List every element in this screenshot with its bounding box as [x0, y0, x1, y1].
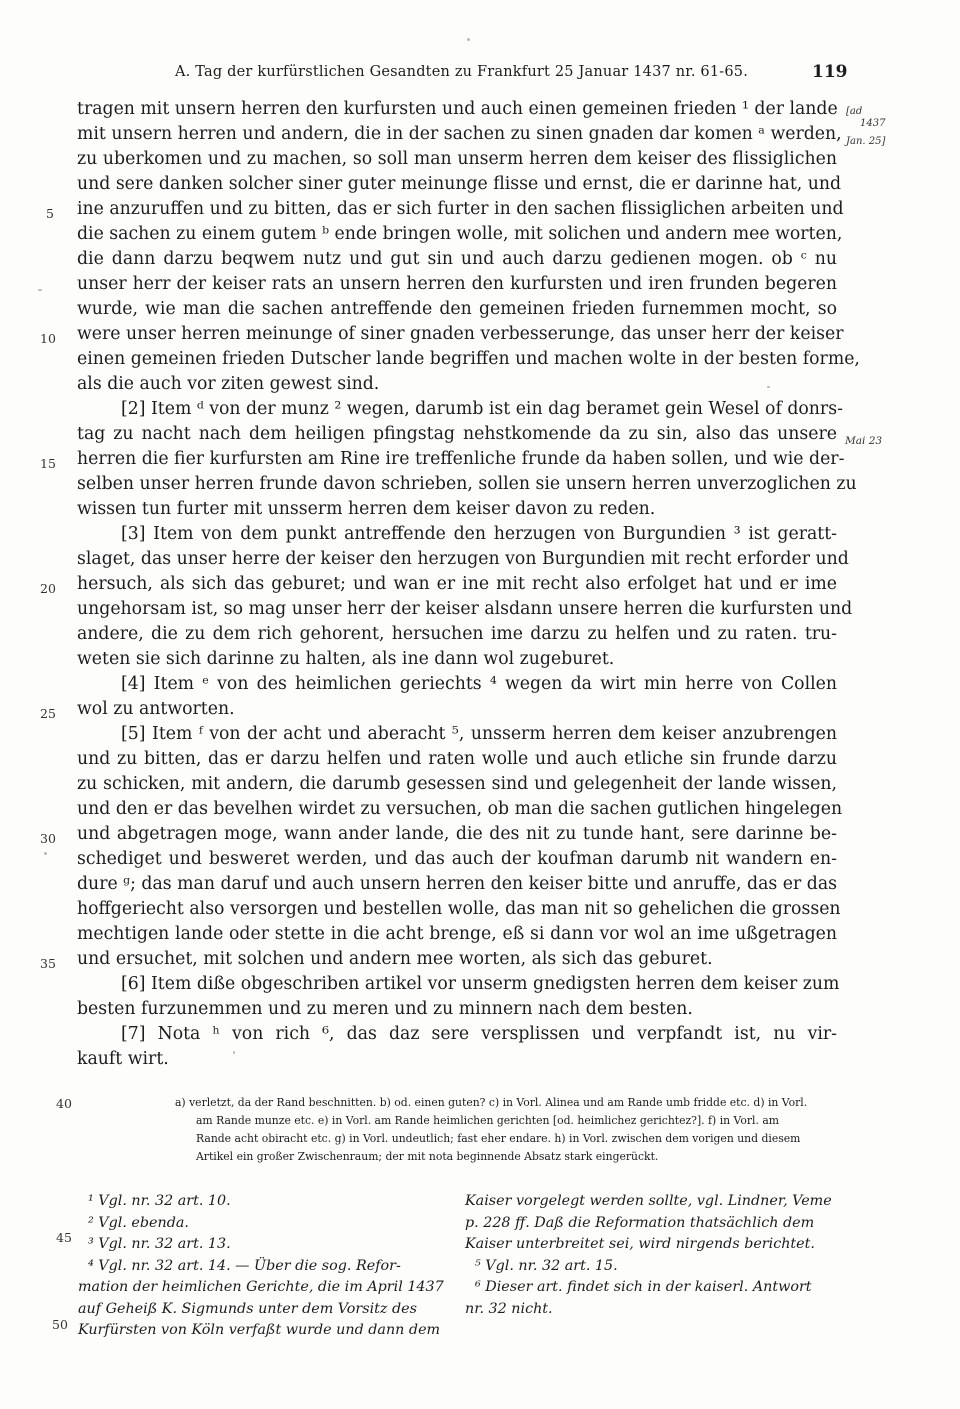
scan-speck: [467, 38, 470, 41]
text-line: hersuch, als sich das geburet; und wan er ine mit recht also erfolget hat und er ime: [77, 574, 837, 594]
text-line: wurde, wie man die sachen antreffende den gemeinen frieden furnemmen mocht, so: [77, 299, 837, 319]
text-line: besten furzunemmen und zu meren und zu minnern nach dem besten.: [77, 999, 693, 1019]
line-number: 20: [40, 581, 56, 596]
footnote-line: ⁴ Vgl. nr. 32 art. 14. — Über die sog. Refor-: [88, 1257, 401, 1274]
text-line: weten sie sich darinne zu halten, als ine dann wol zugeburet.: [77, 649, 615, 669]
scan-speck: [767, 386, 770, 388]
scan-speck: [233, 1051, 235, 1054]
text-line: ine anzuruffen und zu bitten, das er sich furter in den sachen flissiglichen arbeiten und: [77, 199, 844, 219]
text-line: herren die fier kurfursten am Rine ire treffenliche frunde da haben sollen, und wie der-: [77, 449, 845, 469]
text-line: die dann darzu beqwem nutz und gut sin und auch darzu gedienen mogen. ob ᶜ nu: [77, 249, 837, 269]
footnotes-right-column: [465, 1191, 840, 1320]
apparatus-line: am Rande munze etc. e) in Vorl. am Rande heimlichen gerichten [od. heimlichez gerichtez?]. f) in Vorl. am: [196, 1114, 779, 1127]
text-line: [6] Item diße obgeschriben artikel vor unserm gnedigsten herren dem keiser zum: [121, 974, 840, 994]
footnote-line: Kaiser vorgelegt werden sollte, vgl. Lindner, Veme: [465, 1193, 832, 1209]
footnote-line: ² Vgl. ebenda.: [88, 1214, 189, 1231]
text-line: [2] Item ᵈ von der munz ² wegen, darumb ist ein dag beramet gein Wesel of donrs-: [121, 399, 843, 419]
line-number: 30: [40, 831, 56, 846]
margin-date-line: 1437: [860, 118, 886, 129]
footnote-line: auf Geheiß K. Sigmunds unter dem Vorsitz des: [78, 1300, 417, 1317]
footnote-line: nr. 32 nicht.: [465, 1300, 553, 1317]
footnotes-left-column: [78, 1191, 448, 1342]
apparatus-line: Rande acht obiracht etc. g) in Vorl. undeutlich; fast eher endare. h) in Vorl. zwischen dem vorigen und diesem: [196, 1132, 801, 1145]
text-line: und ersuchet, mit solchen und andern mee worten, als sich das geburet.: [77, 949, 713, 969]
footnote-line: Kaiser unterbreitet sei, wird nirgends berichtet.: [465, 1236, 815, 1252]
line-number: 15: [40, 456, 56, 471]
margin-date-note: [846, 106, 885, 148]
text-line: [5] Item ᶠ von der acht und aberacht ⁵, unsserm herren dem keiser anzubrengen: [121, 724, 837, 744]
text-line: und sere danken solcher siner guter meinunge flisse und ernst, die er darinne hat, und: [77, 174, 842, 194]
text-line: ungehorsam ist, so mag unser herr der keiser alsdann unsere herren die kurfursten und: [77, 599, 853, 619]
text-line: wol zu antworten.: [77, 699, 235, 719]
text-line: mechtigen lande oder stette in die acht brenge, eß si dann vor wol an ime ußgetragen: [77, 924, 837, 944]
text-line: andere, die zu dem rich gehorent, hersuchen ime darzu zu helfen und zu raten. tru-: [77, 624, 837, 644]
text-line: kauft wirt.: [77, 1049, 169, 1069]
line-number: 45: [56, 1230, 72, 1245]
footnote-line: mation der heimlichen Gerichte, die im April 1437: [78, 1279, 444, 1295]
line-number: 35: [40, 956, 56, 971]
text-line: zu uberkomen und zu machen, so soll man unserm herren dem keiser des flissiglichen: [77, 149, 837, 169]
apparatus-line: a) verletzt, da der Rand beschnitten. b) od. einen guten? c) in Vorl. Alinea und am Rande umb fridde etc. d) in Vorl.: [175, 1096, 808, 1109]
text-line: dure ᵍ; das man daruf und auch unsern herren den keiser bitte und anruffe, das er das: [77, 874, 837, 894]
footnote-line: ⁵ Vgl. nr. 32 art. 15.: [475, 1257, 618, 1274]
text-line: [7] Nota ʰ von rich ⁶, das daz sere versplissen und verpfandt ist, nu vir-: [121, 1024, 837, 1044]
line-number: 40: [56, 1096, 72, 1111]
footnote-line: p. 228 ff. Daß die Reformation thatsächlich dem: [465, 1214, 815, 1231]
footnote-line: ¹ Vgl. nr. 32 art. 10.: [88, 1193, 231, 1209]
text-line: und abgetragen moge, wann ander lande, die des nit zu tunde hant, sere darinne be-: [77, 824, 837, 844]
line-number: 50: [52, 1317, 68, 1332]
footnote-line: ⁶ Dieser art. findet sich in der kaiserl. Antwort: [475, 1279, 812, 1295]
text-line: selben unser herren frunde davon schrieben, sollen sie unsern herren unverzoglichen zu: [77, 474, 857, 494]
text-line: mit unsern herren und andern, die in der sachen zu sinen gnaden dar komen ᵃ werden,: [77, 124, 842, 144]
text-line: hoffgeriecht also versorgen und bestellen wolle, das man nit so gehelichen die grossen: [77, 899, 841, 919]
scan-speck: [44, 852, 47, 855]
text-line: zu schicken, mit andern, die darumb gesessen sind und gelegenheit der lande wissen,: [77, 774, 837, 794]
text-line: were unser herren meinunge of siner gnaden verbesserunge, das unser herr der keiser: [77, 324, 844, 344]
apparatus-line: Artikel ein großer Zwischenraum; der mit nota beginnende Absatz stark eingerückt.: [196, 1150, 659, 1163]
margin-date-line: Jan. 25]: [846, 136, 886, 147]
text-line: einen gemeinen frieden Dutscher lande begriffen und machen wolte in der besten forme,: [77, 349, 860, 369]
text-line: tragen mit unsern herren den kurfursten und auch einen gemeinen frieden ¹ der lande: [77, 99, 838, 119]
text-line: [3] Item von dem punkt antreffende den herzugen von Burgundien ³ ist geratt-: [121, 524, 837, 544]
margin-date-note: Mai 23: [845, 435, 883, 447]
page-number: 119: [812, 62, 848, 82]
scan-speck: [38, 289, 42, 291]
margin-date-line: [ad: [846, 106, 863, 117]
footnote-line: Kurfürsten von Köln verfaßt wurde und dann dem: [78, 1322, 441, 1338]
text-line: und den er das bevelhen wirdet zu versuchen, ob man die sachen gutlichen hingelegen: [77, 799, 843, 819]
line-number: 10: [40, 331, 56, 346]
text-line: tag zu nacht nach dem heiligen pfingstag nehstkomende da zu sin, also das unsere: [77, 424, 837, 444]
text-line: [4] Item ᵉ von des heimlichen geriechts ⁴ wegen da wirt min herre von Collen: [121, 674, 837, 694]
line-number: 25: [40, 706, 56, 721]
text-line: als die auch vor ziten gewest sind.: [77, 374, 380, 394]
text-line: die sachen zu einem gutem ᵇ ende bringen wolle, mit solichen und andern mee worten,: [77, 224, 843, 244]
running-header: A. Tag der kurfürstlichen Gesandten zu Frankfurt 25 Januar 1437 nr. 61-65.: [175, 64, 749, 80]
text-line: und zu bitten, das er darzu helfen und raten wolle und auch etliche sin frunde darzu: [77, 749, 837, 769]
footnote-line: ³ Vgl. nr. 32 art. 13.: [88, 1236, 231, 1252]
text-line: schediget und besweret werden, und das auch der koufman darumb nit wandern en-: [77, 849, 837, 869]
text-line: wissen tun furter mit unsserm herren dem keiser davon zu reden.: [77, 499, 656, 519]
text-line: unser herr der keiser rats an unsern herren den kurfursten und iren frunden begeren: [77, 274, 837, 294]
line-number: 5: [46, 206, 54, 221]
text-line: slaget, das unser herre der keiser den herzugen von Burgundien mit recht erforder und: [77, 549, 849, 569]
